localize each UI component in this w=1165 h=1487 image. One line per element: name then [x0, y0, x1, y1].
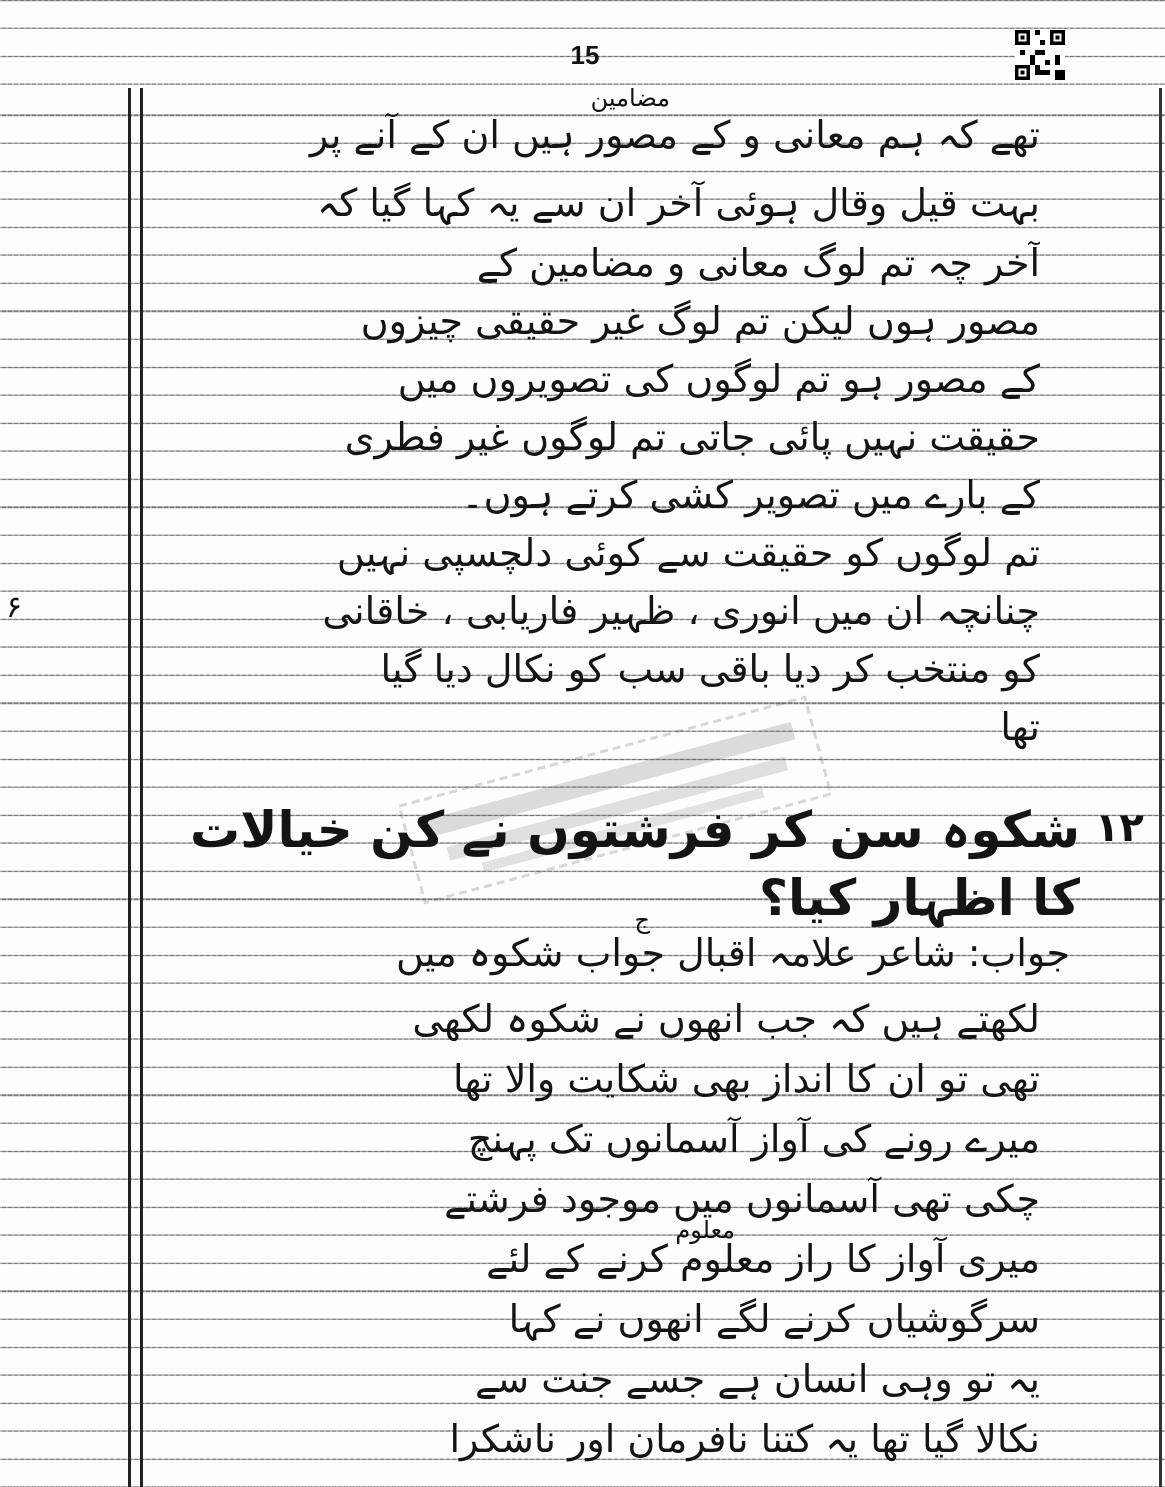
handwritten-line: لکھتے ہیں کہ جب انھوں نے شکوہ لکھی: [412, 997, 1040, 1041]
handwritten-line: کے مصور ہو تم لوگوں کی تصویروں میں: [397, 357, 1040, 401]
handwritten-line: مصور ہوں لیکن تم لوگ غیر حقیقی چیزوں: [360, 299, 1040, 343]
question-heading: کا اظہار کیا؟: [758, 869, 1080, 927]
page-edge: [1159, 88, 1162, 1487]
handwritten-line: کے بارے میں تصویر کشی کرتے ہوں۔: [461, 473, 1040, 517]
question-number: ۱۲: [1095, 805, 1144, 851]
handwritten-line: سرگوشیاں کرنے لگے انھوں نے کہا: [508, 1297, 1040, 1341]
handwritten-line: آخر چہ تم لوگ معانی و مضامین کے: [476, 241, 1040, 285]
handwritten-line: چکی تھی آسمانوں میں موجود فرشتے: [444, 1177, 1040, 1221]
handwritten-line: کو منتخب کر دیا باقی سب کو نکال دیا گیا: [380, 647, 1040, 691]
handwritten-line: نکالا گیا تھا یہ کتنا نافرمان اور ناشکرا: [449, 1417, 1040, 1461]
page-number: 15: [570, 40, 600, 70]
qr-code-icon: [1015, 30, 1065, 80]
handwritten-line: حقیقت نہیں پائی جاتی تم لوگوں غیر فطری: [344, 415, 1040, 459]
handwritten-line: میرے رونے کی آواز آسمانوں تک پہنچ: [467, 1117, 1040, 1161]
handwritten-line: جواب: شاعر علامہ اقبال جواب شکوہ میں: [395, 931, 1070, 975]
handwritten-line: تھے کہ ہم معانی و کے مصور ہیں ان کے آنے پر: [309, 113, 1040, 157]
handwritten-line: میری آواز کا راز معلوم کرنے کے لئے: [486, 1237, 1040, 1281]
handwritten-line: یہ تو وہی انسان ہے جسے جنت سے: [475, 1357, 1040, 1401]
margin-line: [128, 88, 131, 1487]
handwritten-line: چنانچہ ان میں انوری ، ظہیر فاریابی ، خاقانی: [322, 589, 1040, 633]
handwritten-line: بہت قیل وقال ہوئی آخر ان سے یہ کہا گیا کہ: [316, 181, 1040, 225]
inline-insertion: معلوم: [675, 1216, 735, 1244]
margin-mark: ۶: [6, 590, 23, 625]
handwritten-line: تھی تو ان کا انداز بھی شکایت والا تھا: [452, 1057, 1040, 1101]
handwritten-line: تم لوگوں کو حقیقت سے کوئی دلچسپی نہیں: [336, 531, 1040, 575]
inline-insertion: مضامین: [590, 84, 670, 112]
question-heading: شکوہ سن کر فرشتوں نے کن خیالات: [190, 801, 1080, 859]
inline-insertion: ج: [634, 906, 650, 934]
margin-line: [140, 88, 143, 1487]
handwritten-line: تھا: [1000, 705, 1040, 749]
